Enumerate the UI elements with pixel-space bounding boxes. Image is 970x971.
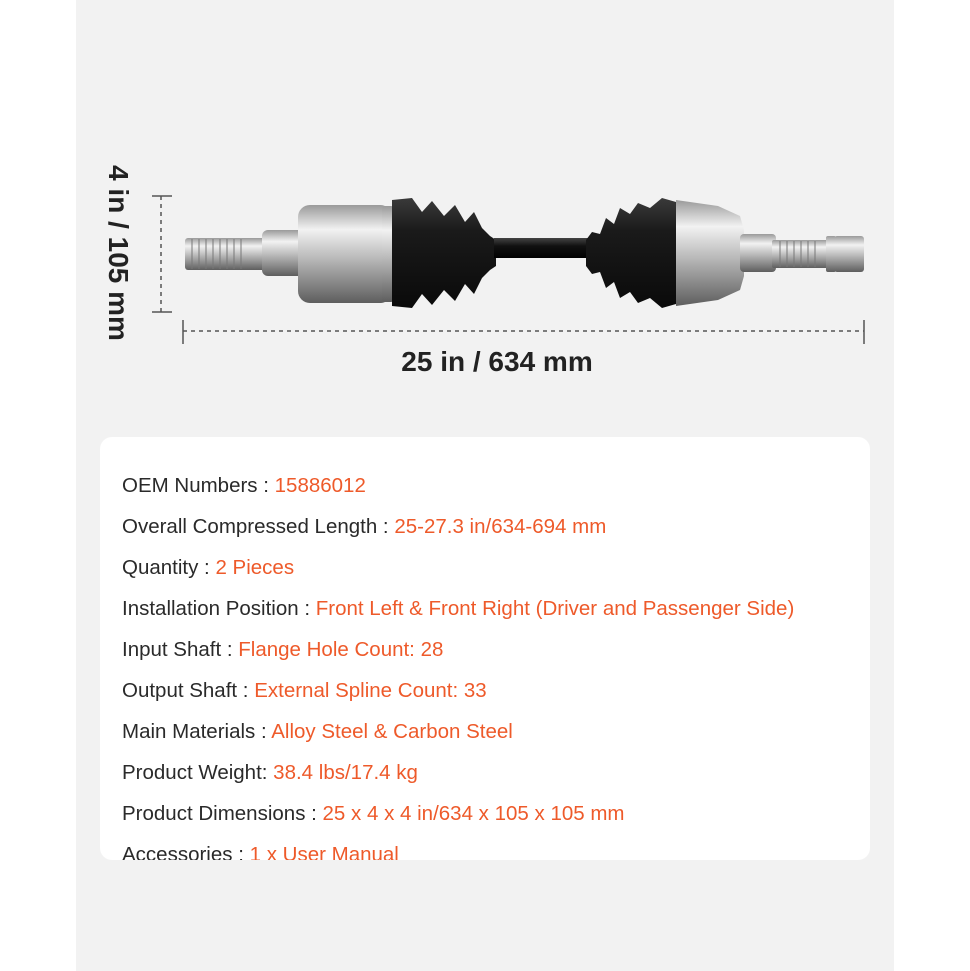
spec-row-compressed-length xyxy=(122,512,794,553)
length-dimension-label: 25 in / 634 mm xyxy=(401,346,593,377)
spec-label: Quantity : xyxy=(122,556,216,579)
spec-label: OEM Numbers : xyxy=(122,474,275,497)
spec-row-input-shaft xyxy=(122,635,794,676)
spec-value: 1 x User Manual xyxy=(249,843,399,860)
spec-label: Input Shaft : xyxy=(122,638,239,661)
spec-row-output-shaft xyxy=(122,676,794,717)
spec-label: Product Weight: xyxy=(122,761,274,784)
spec-value: 2 Pieces xyxy=(215,556,295,579)
spec-list xyxy=(122,471,794,860)
inner-joint-housing xyxy=(298,205,392,303)
spec-value: 25-27.3 in/634-694 mm xyxy=(394,515,607,538)
spec-label: Accessories : xyxy=(122,843,250,860)
inner-boot xyxy=(392,198,496,308)
spec-value: Front Left & Front Right (Driver and Passenger Side) xyxy=(315,597,795,620)
spec-label: Overall Compressed Length : xyxy=(122,515,395,538)
spec-label: Product Dimensions : xyxy=(122,802,323,825)
spec-row-main-materials xyxy=(122,717,794,758)
spec-value: Alloy Steel & Carbon Steel xyxy=(271,720,513,743)
spec-value: 38.4 lbs/17.4 kg xyxy=(273,761,418,784)
spec-value: Flange Hole Count: 28 xyxy=(238,638,444,661)
outer-boot xyxy=(586,198,680,308)
spec-label: Installation Position : xyxy=(122,597,316,620)
output-spline xyxy=(772,240,830,268)
axle-rod xyxy=(494,238,594,258)
spec-row-oem-numbers xyxy=(122,471,794,512)
spec-row-installation-position xyxy=(122,594,794,635)
spec-label: Output Shaft : xyxy=(122,679,255,702)
input-spline xyxy=(185,238,265,270)
input-collar xyxy=(262,230,304,276)
spec-row-quantity xyxy=(122,553,794,594)
length-dimension-line xyxy=(183,320,864,344)
spec-row-product-dimensions xyxy=(122,799,794,840)
height-dimension-label: 4 in / 105 mm xyxy=(103,165,134,341)
output-collar xyxy=(740,234,776,272)
spec-label: Main Materials : xyxy=(122,720,272,743)
spec-value: 15886012 xyxy=(274,474,366,497)
spec-row-accessories xyxy=(122,840,794,860)
axle-nut xyxy=(834,236,864,272)
spec-row-product-weight xyxy=(122,758,794,799)
spec-value: External Spline Count: 33 xyxy=(254,679,487,702)
spec-value: 25 x 4 x 4 in/634 x 105 x 105 mm xyxy=(322,802,625,825)
outer-joint-housing xyxy=(676,200,744,306)
height-dimension-line xyxy=(152,196,172,312)
spec-card xyxy=(100,437,870,860)
